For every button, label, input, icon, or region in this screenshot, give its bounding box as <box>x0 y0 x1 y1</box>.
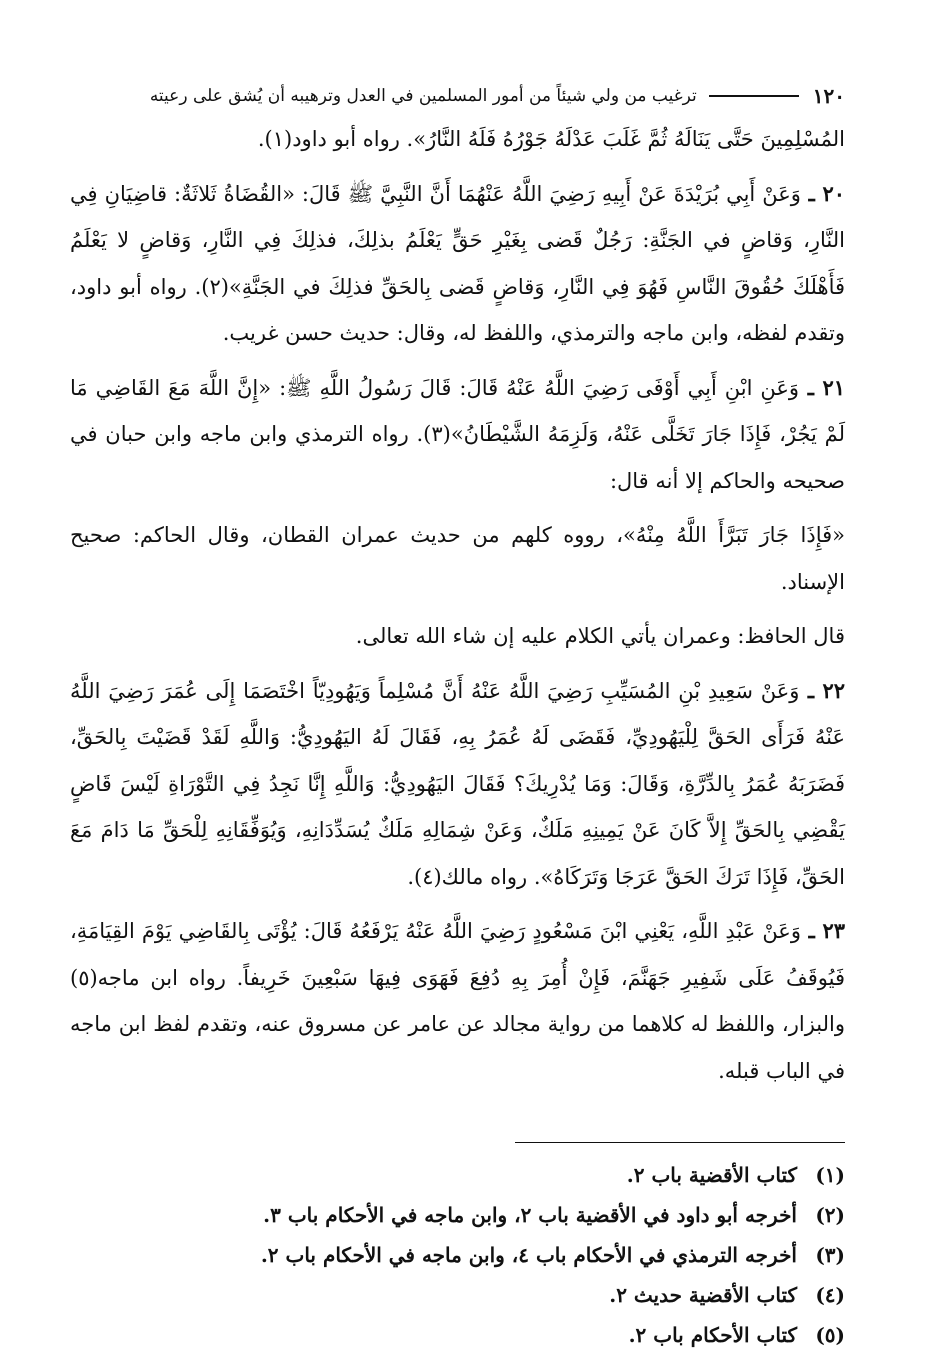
header-rule <box>709 95 799 97</box>
hadith-number: ٢٣ ـ <box>808 918 846 943</box>
hadith-number: ٢٢ ـ <box>807 677 846 703</box>
footnote-item <box>70 1155 845 1195</box>
paragraph <box>70 171 845 357</box>
footnote-item <box>70 1235 845 1275</box>
hadith-number: ٢٠ ـ <box>808 180 846 206</box>
paragraph-text: قال الحافظ: وعمران يأتي الكلام عليه إن شاء الله تعالى. <box>355 624 845 648</box>
paragraph-text: وَعَنِ ابْنِ أَبِي أَوْفَى رَضِيَ اللَّهُ عَنْهُ قَالَ: قَالَ رَسُولُ اللَّهِ ﷺ: «إِنَّ اللَّهَ مَعَ القَاضِي مَا لَمْ يَجُرْ، فَإِذَا جَارَ تَخَلَّى عَنْهُ، وَلَزِمَهُ الشَّيْطَانُ»(٣). رواه الترمذي وابن ماجه وابن حبان في صحيحه والحاكم إلا أنه قال: <box>70 375 845 493</box>
footnote-text: أخرجه أبو داود في الأقضية باب ٢، وابن ماجه في الأحكام باب ٣. <box>263 1203 797 1227</box>
page-header <box>70 78 845 114</box>
page-number: ١٢٠ <box>812 84 845 108</box>
paragraph-text: «فَإِذَا جَارَ تَبَرَّأَ اللَّهُ مِنْهُ»، رووه كلهم من حديث عمران القطان، وقال الحاكم: صحيح الإسناد. <box>70 523 845 594</box>
footnote-marker: (٣) <box>815 1243 845 1267</box>
footnote-marker: (٥) <box>815 1323 845 1347</box>
hadith-number: ٢١ ـ <box>807 374 846 400</box>
footnote-marker: (١) <box>815 1163 845 1187</box>
footnote-text: كتاب الأقضية باب ٢. <box>626 1163 797 1187</box>
footnote-marker: (٤) <box>815 1283 845 1307</box>
footnote-text: أخرجه الترمذي في الأحكام باب ٤، وابن ماجه في الأحكام باب ٢. <box>260 1243 797 1267</box>
paragraph <box>70 613 845 660</box>
footnote-text: كتاب الأقضية حديث ٢. <box>609 1283 797 1307</box>
paragraph <box>70 512 845 605</box>
footnotes <box>70 1155 845 1355</box>
page-body <box>70 116 845 1094</box>
running-title: ترغيب من ولي شيئاً من أمور المسلمين في العدل وترهيبه أن يُشق على رعيته <box>149 86 697 106</box>
footnote-item <box>70 1195 845 1235</box>
paragraph-text: المُسْلِمِينَ حَتَّى يَنَالَهُ ثُمَّ غَلَبَ عَدْلَهُ جَوْرُهُ فَلَهُ النَّارُ». رواه أبو داود(١). <box>257 127 845 151</box>
paragraph-text: وَعَنْ سَعِيدِ بْنِ المُسَيِّبِ رَضِيَ اللَّهُ عَنْهُ أَنَّ مُسْلِماً وَيَهُودِيّاً اخْتَصَمَا إِلَى عُمَرَ رَضِيَ اللَّهُ عَنْهُ فَرَأَى الحَقَّ لِلْيَهُودِيِّ، فَقَضَى لَهُ عُمَرُ بِهِ، فَقَالَ لَهُ اليَهُودِيُّ: وَاللَّهِ لَقَدْ قَضَيْتَ بِالحَقِّ، فَضَرَبَهُ عُمَرُ بِالدِّرَّةِ، وَقَالَ: وَمَا يُدْرِيكَ؟ فَقَالَ اليَهُودِيُّ: وَاللَّهِ إِنَّا نَجِدُ فِي التَّوْرَاةِ لَيْسَ قَاضٍ يَقْضِي بِالحَقِّ إِلاَّ كَانَ عَنْ يَمِينِهِ مَلَكٌ، وَعَنْ شِمَالِهِ مَلَكٌ يُسَدِّدَانِهِ، وَيُوَفِّقَانِهِ لِلْحَقِّ مَا دَامَ مَعَ الحَقِّ، فَإِذَا تَرَكَ الحَقَّ عَرَجَا وَتَرَكَاهُ». رواه مالك(٤). <box>70 678 845 889</box>
footnote-separator <box>515 1142 845 1143</box>
paragraph <box>70 668 845 901</box>
paragraph <box>70 908 845 1094</box>
paragraph-text: وَعَنْ أَبِي بُرَيْدَةَ عَنْ أَبِيهِ رَضِيَ اللَّهُ عَنْهُمَا أَنَّ النَّبِيَّ ﷺ قَالَ: «القُضَاةُ ثَلاثَةٌ: قاضِيَانِ فِي النَّارِ، وَقاضٍ في الجَنَّةِ: رَجُلٌ قَضى بِغَيْرِ حَقٍّ يَعْلَمُ بذلِكَ، فذلِكَ فِي النَّارِ، وَقاضٍ لا يَعْلَمُ فَأَهْلَكَ حُقُوقَ النَّاسِ فَهُوَ فِي النَّارِ، وَقاضٍ قَضى بِالحَقِّ فذلِكَ في الجَنَّةِ»(٢). رواه أبو داود، وتقدم لفظه، وابن ماجه والترمذي، واللفظ له، وقال: حديث حسن غريب. <box>70 181 846 345</box>
footnote-marker: (٢) <box>815 1203 845 1227</box>
footnote-item <box>70 1275 845 1315</box>
paragraph-text: وَعَنْ عَبْدِ اللَّهِ، يَعْنِي ابْنَ مَسْعُودٍ رَضِيَ اللَّهُ عَنْهُ يَرْفَعُهُ قَالَ: يُؤْتَى بِالقَاضِي يَوْمَ القِيَامَةِ، فَيُوقَفُ عَلَى شَفِيرِ جَهَنَّمَ، فَإِنْ أُمِرَ بِهِ دُفِعَ فَهَوَى فِيهَا سَبْعِينَ خَرِيفاً. رواه ابن ماجه(٥) والبزار، واللفظ له كلاهما من رواية مجالد عن عامر عن مسروق عنه، وتقدم لفظ ابن ماجه في الباب قبله. <box>70 919 845 1083</box>
footnote-item <box>70 1315 845 1355</box>
footnote-text: كتاب الأحكام باب ٢. <box>628 1323 797 1347</box>
paragraph <box>70 116 845 163</box>
paragraph <box>70 365 845 505</box>
